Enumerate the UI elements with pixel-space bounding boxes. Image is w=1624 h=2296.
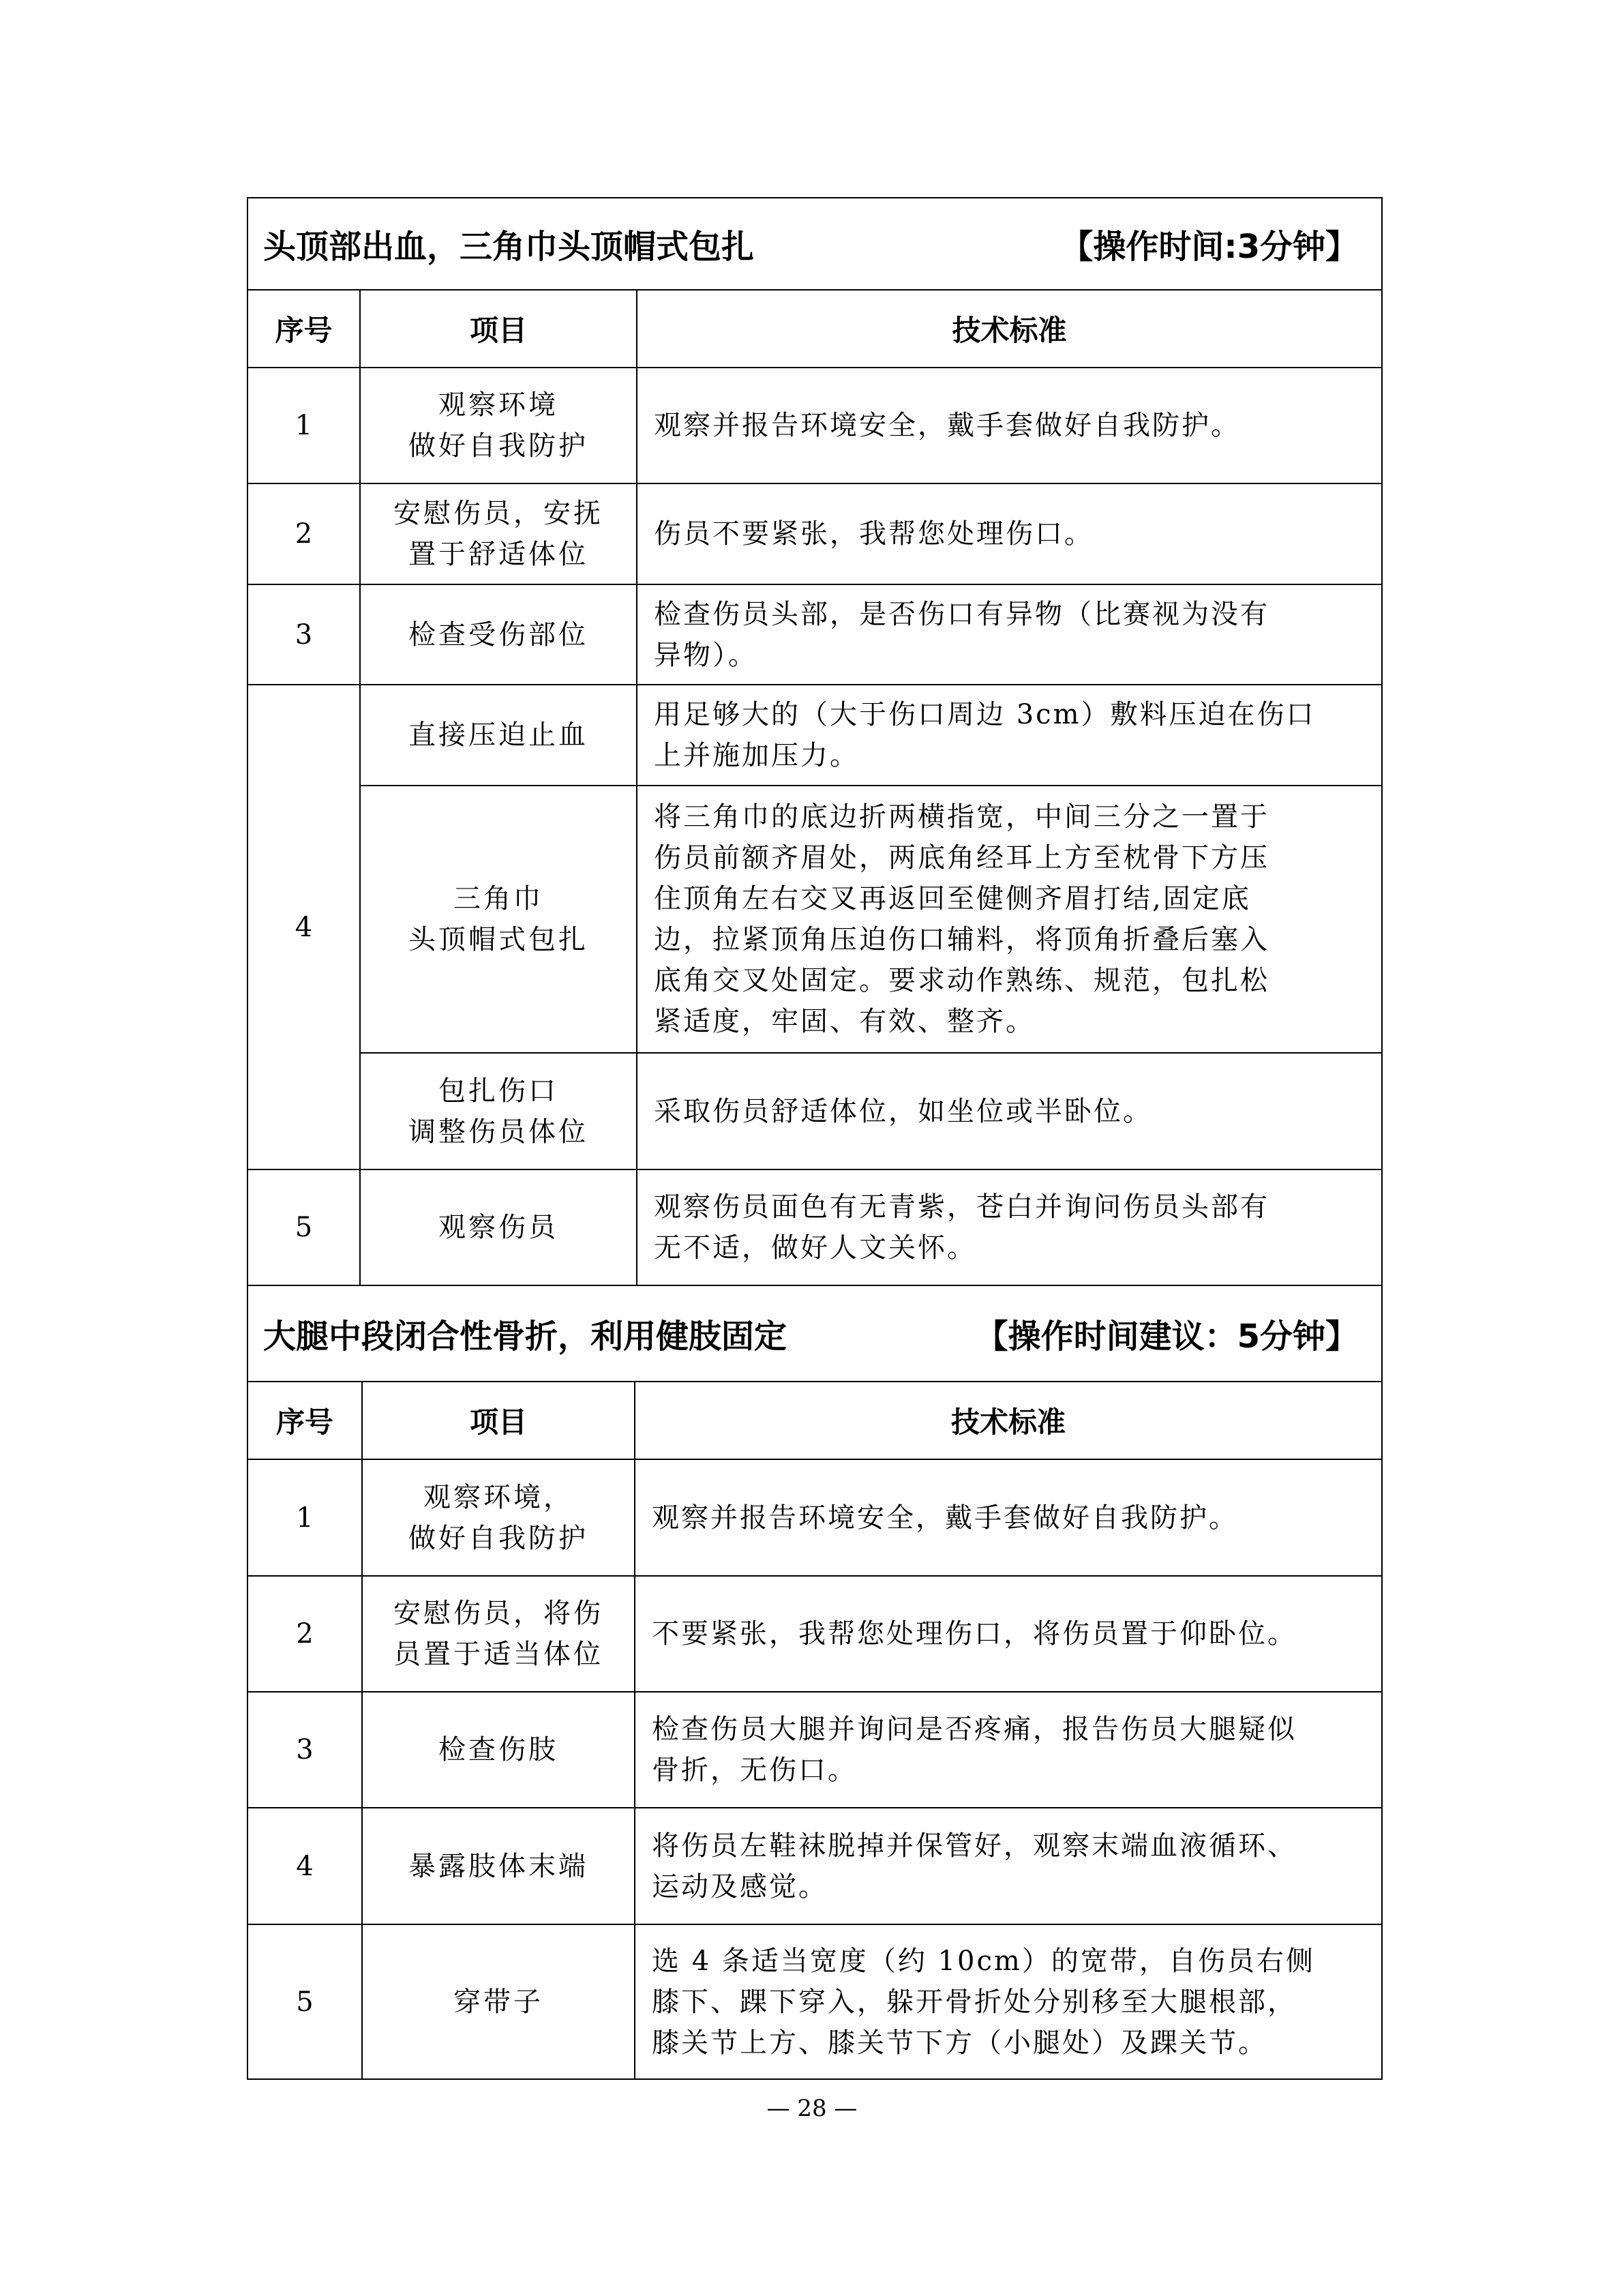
row-standard: 检查伤员头部，是否伤口有异物（比赛视为没有 异物）。 (637, 584, 1382, 685)
table-head-bandage (247, 197, 1383, 1286)
table-row (247, 1924, 1382, 2079)
row-item: 观察伤员 (360, 1169, 637, 1285)
row-standard: 观察伤员面色有无青紫，苍白并询问伤员头部有 无不适，做好人文关怀。 (637, 1169, 1382, 1285)
col-header-item: 项目 (362, 1382, 635, 1459)
table-row (247, 1053, 1382, 1169)
row-standard: 将三角巾的底边折两横指宽，中间三分之一置于 伤员前额齐眉处，两底角经耳上方至枕骨下方压 住顶角左右交叉再返回至健侧齐眉打结,固定底 边，拉紧顶角压迫伤口辅料，将顶角折叠后塞入 底角交叉处固定。要求动作熟练、规范，包扎松 紧适度，牢固、有效、整齐。 (637, 786, 1382, 1053)
table-row (247, 786, 1382, 1053)
row-item: 检查伤肢 (362, 1692, 635, 1808)
row-item: 穿带子 (362, 1924, 635, 2079)
row-standard: 伤员不要紧张，我帮您处理伤口。 (637, 483, 1382, 584)
table-row (247, 685, 1382, 786)
col-header-item: 项目 (360, 290, 637, 368)
row-item: 安慰伤员，安抚 置于舒适体位 (360, 483, 637, 584)
page-number: — 28 — (766, 2095, 858, 2122)
row-item: 暴露肢体末端 (362, 1808, 635, 1924)
row-item: 包扎伤口 调整伤员体位 (360, 1053, 637, 1169)
section1-time: 【操作时间:3分钟】 (1060, 228, 1358, 266)
col-header-standard: 技术标准 (635, 1382, 1382, 1459)
row-standard: 选 4 条适当宽度（约 10cm）的宽带，自伤员右侧 膝下、踝下穿入，躲开骨折处分别移至大腿根部， 膝关节上方、膝关节下方（小腿处）及踝关节。 (635, 1924, 1382, 2079)
row-standard: 采取伤员舒适体位，如坐位或半卧位。 (637, 1053, 1382, 1169)
section-title-row (247, 198, 1382, 290)
row-number: 1 (247, 368, 360, 483)
row-standard: 将伤员左鞋袜脱掉并保管好，观察末端血液循环、 运动及感觉。 (635, 1808, 1382, 1924)
row-number: 5 (247, 1924, 362, 2079)
row-number: 2 (247, 1576, 362, 1692)
row-standard: 不要紧张，我帮您处理伤口，将伤员置于仰卧位。 (635, 1576, 1382, 1692)
section2-title: 大腿中段闭合性骨折，利用健肢固定 (263, 1317, 787, 1356)
row-item: 观察环境， 做好自我防护 (362, 1459, 635, 1576)
row-item: 观察环境 做好自我防护 (360, 368, 637, 483)
row-number: 4 (247, 685, 360, 1169)
row-standard: 观察并报告环境安全，戴手套做好自我防护。 (637, 368, 1382, 483)
table-row (247, 368, 1382, 483)
table-row (247, 1459, 1382, 1576)
row-item: 检查受伤部位 (360, 584, 637, 685)
row-number: 2 (247, 483, 360, 584)
table-row (247, 483, 1382, 584)
col-header-no: 序号 (247, 1382, 362, 1459)
section-title-row (247, 1285, 1382, 1382)
table-row (247, 584, 1382, 685)
row-item: 安慰伤员，将伤 员置于适当体位 (362, 1576, 635, 1692)
col-header-no: 序号 (247, 290, 360, 368)
row-standard: 观察并报告环境安全，戴手套做好自我防护。 (635, 1459, 1382, 1576)
table-row (247, 1576, 1382, 1692)
section2-time: 【操作时间建议：5分钟】 (975, 1317, 1359, 1356)
table-row (247, 1692, 1382, 1808)
row-standard: 用足够大的（大于伤口周边 3cm）敷料压迫在伤口 上并施加压力。 (637, 685, 1382, 786)
row-number: 3 (247, 584, 360, 685)
row-standard: 检查伤员大腿并询问是否疼痛，报告伤员大腿疑似 骨折，无伤口。 (635, 1692, 1382, 1808)
table-row (247, 1169, 1382, 1285)
row-item: 直接压迫止血 (360, 685, 637, 786)
section1-title: 头顶部出血，三角巾头顶帽式包扎 (263, 228, 755, 266)
table-femur-fixation (247, 1285, 1383, 2080)
row-number: 5 (247, 1169, 360, 1285)
row-item: 三角巾 头顶帽式包扎 (360, 786, 637, 1053)
row-number: 4 (247, 1808, 362, 1924)
row-number: 3 (247, 1692, 362, 1808)
row-number: 1 (247, 1459, 362, 1576)
col-header-standard: 技术标准 (637, 290, 1382, 368)
document-sheet (247, 197, 1381, 2080)
table-row (247, 1808, 1382, 1924)
